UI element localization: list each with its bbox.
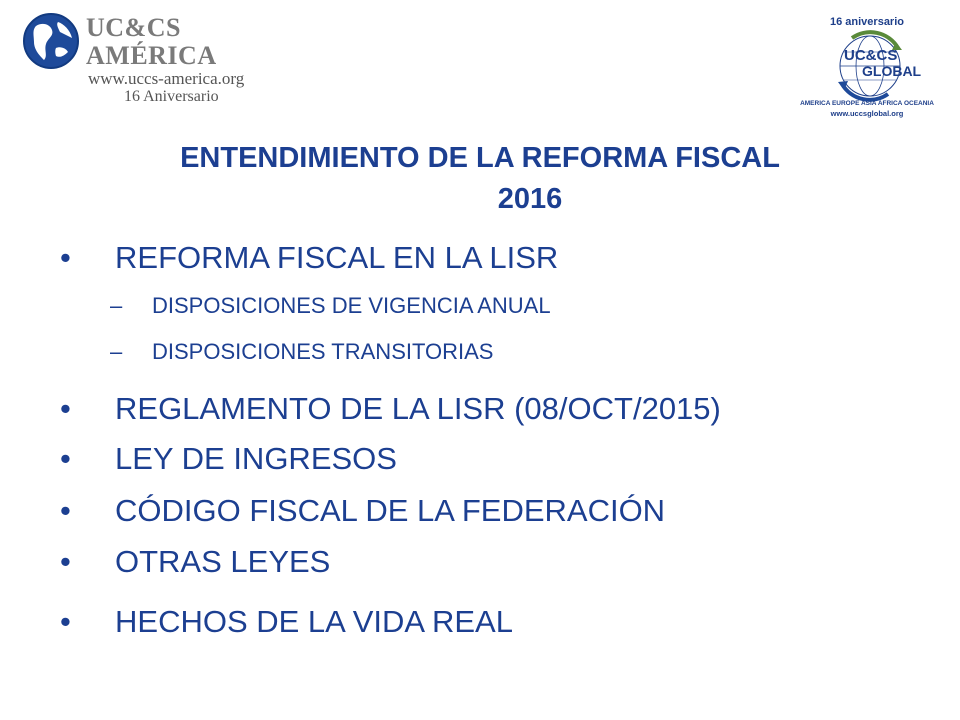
title-line-2: 2016 (497, 183, 563, 215)
bullet-text: HECHOS DE LA VIDA REAL (115, 604, 513, 639)
brand-name: UC&CS AMÉRICA (86, 13, 217, 70)
bullet-marker: • (60, 441, 71, 476)
sub-bullet-text: DISPOSICIONES DE VIGENCIA ANUAL (152, 293, 551, 318)
bullet-text: REGLAMENTO DE LA LISR (08/OCT/2015) (115, 391, 721, 426)
regions-text: AMERICA EUROPE ASIA AFRICA OCEANIA (800, 100, 934, 107)
sub-bullet-text: DISPOSICIONES TRANSITORIAS (152, 339, 494, 364)
brand-url: www.uccs-america.org (88, 69, 245, 88)
brand-top-text: UC&CS (844, 47, 898, 64)
sub-bullet-marker: – (110, 293, 123, 318)
bullet-marker: • (60, 604, 71, 639)
brand-bottom-text: GLOBAL (862, 63, 922, 79)
title-line-1: ENTENDIMIENTO DE LA REFORMA FISCAL (180, 142, 780, 174)
brand-subtitle: 16 Aniversario (124, 88, 219, 105)
anniversary-text: 16 aniversario (830, 16, 904, 28)
bullet-text: REFORMA FISCAL EN LA LISR (115, 240, 559, 275)
bullet-marker: • (60, 493, 71, 528)
global-url-text: www.uccsglobal.org (830, 109, 904, 118)
bullet-marker: • (60, 391, 71, 426)
bullet-text: OTRAS LEYES (115, 544, 331, 579)
bullet-marker: • (60, 544, 71, 579)
bullet-text: CÓDIGO FISCAL DE LA FEDERACIÓN (115, 493, 666, 528)
sub-bullet-marker: – (110, 339, 123, 364)
bullet-text: LEY DE INGRESOS (115, 441, 397, 476)
bullet-marker: • (60, 240, 71, 275)
